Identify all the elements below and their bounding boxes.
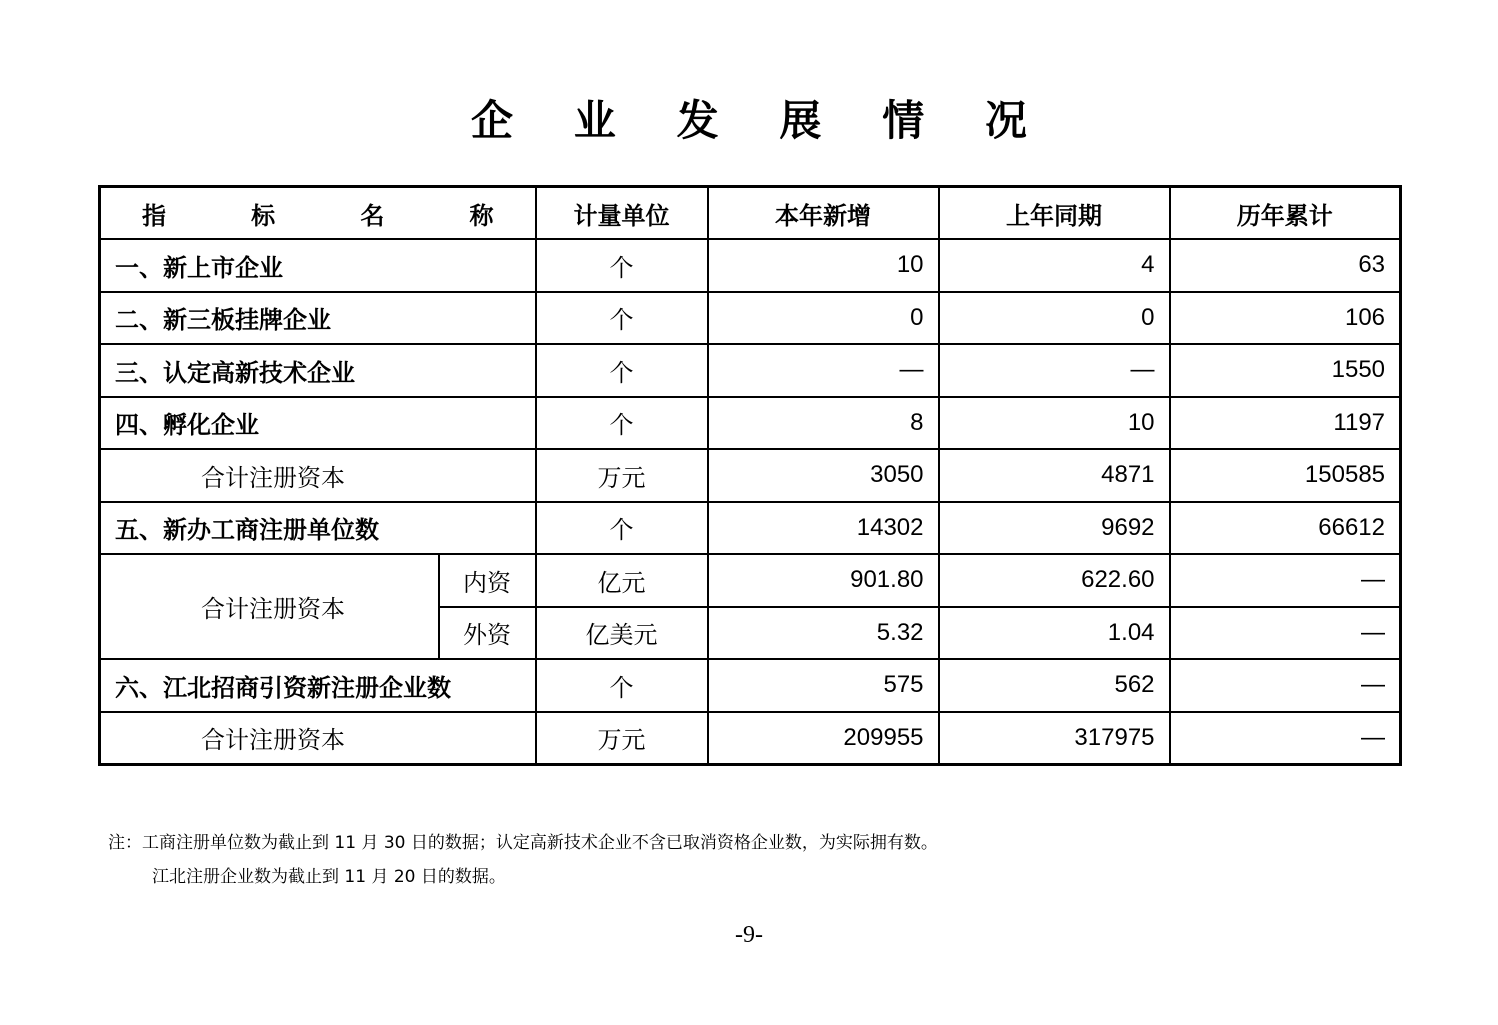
row-name: 六、江北招商引资新注册企业数 [100,659,536,712]
row-this-year: 14302 [708,502,939,555]
row-unit: 个 [536,344,708,397]
table-row [100,502,1401,555]
header-this-year: 本年新增 [708,187,939,240]
row-this-year: 901.80 [708,554,939,607]
row-name: 合计注册资本 [100,554,439,659]
row-unit: 亿美元 [536,607,708,660]
row-unit: 个 [536,239,708,292]
enterprise-table [98,185,1402,766]
row-this-year: — [708,344,939,397]
header-name: 指 标 名 称 [100,187,536,240]
table-row [100,659,1401,712]
row-this-year: 3050 [708,449,939,502]
row-unit: 个 [536,397,708,450]
row-name: 合计注册资本 [100,449,536,502]
row-cumulative: 66612 [1170,502,1401,555]
row-name: 五、新办工商注册单位数 [100,502,536,555]
row-cumulative: 106 [1170,292,1401,345]
row-cumulative: — [1170,712,1401,765]
table-row [100,239,1401,292]
row-cumulative: 63 [1170,239,1401,292]
table-row [100,712,1401,765]
row-name: 合计注册资本 [100,712,536,765]
row-last-year: 317975 [939,712,1170,765]
row-unit: 个 [536,659,708,712]
row-cumulative: 150585 [1170,449,1401,502]
row-this-year: 209955 [708,712,939,765]
table-row [100,449,1401,502]
page-number: -9- [735,922,763,948]
row-unit: 个 [536,502,708,555]
table-row [100,344,1401,397]
row-unit: 亿元 [536,554,708,607]
row-last-year: 562 [939,659,1170,712]
row-last-year: 9692 [939,502,1170,555]
row-unit: 个 [536,292,708,345]
footnote-1: 注：工商注册单位数为截止到 11 月 30 日的数据；认定高新技术企业不含已取消资格企业数，为实际拥有数。 [108,833,938,853]
row-this-year: 8 [708,397,939,450]
row-last-year: 1.04 [939,607,1170,660]
row-last-year: 622.60 [939,554,1170,607]
row-this-year: 0 [708,292,939,345]
row-name: 三、认定高新技术企业 [100,344,536,397]
row-last-year: 0 [939,292,1170,345]
page-title: 企 业 发 展 情 况 [470,96,1051,145]
table-row [100,397,1401,450]
header-cumulative: 历年累计 [1170,187,1401,240]
row-cumulative: — [1170,607,1401,660]
row-this-year: 575 [708,659,939,712]
table-header-row [100,187,1401,240]
row-cumulative: 1550 [1170,344,1401,397]
row-last-year: 10 [939,397,1170,450]
row-name: 一、新上市企业 [100,239,536,292]
footnote-2: 江北注册企业数为截止到 11 月 20 日的数据。 [152,867,506,887]
row-subcategory: 内资 [439,554,536,607]
row-cumulative: 1197 [1170,397,1401,450]
row-unit: 万元 [536,449,708,502]
row-unit: 万元 [536,712,708,765]
row-name: 四、孵化企业 [100,397,536,450]
header-last-year: 上年同期 [939,187,1170,240]
row-name: 二、新三板挂牌企业 [100,292,536,345]
row-cumulative: — [1170,659,1401,712]
row-this-year: 5.32 [708,607,939,660]
row-last-year: — [939,344,1170,397]
row-cumulative: — [1170,554,1401,607]
row-last-year: 4 [939,239,1170,292]
table-row [100,554,1401,607]
row-last-year: 4871 [939,449,1170,502]
row-this-year: 10 [708,239,939,292]
header-unit: 计量单位 [536,187,708,240]
row-subcategory: 外资 [439,607,536,660]
table-row [100,292,1401,345]
